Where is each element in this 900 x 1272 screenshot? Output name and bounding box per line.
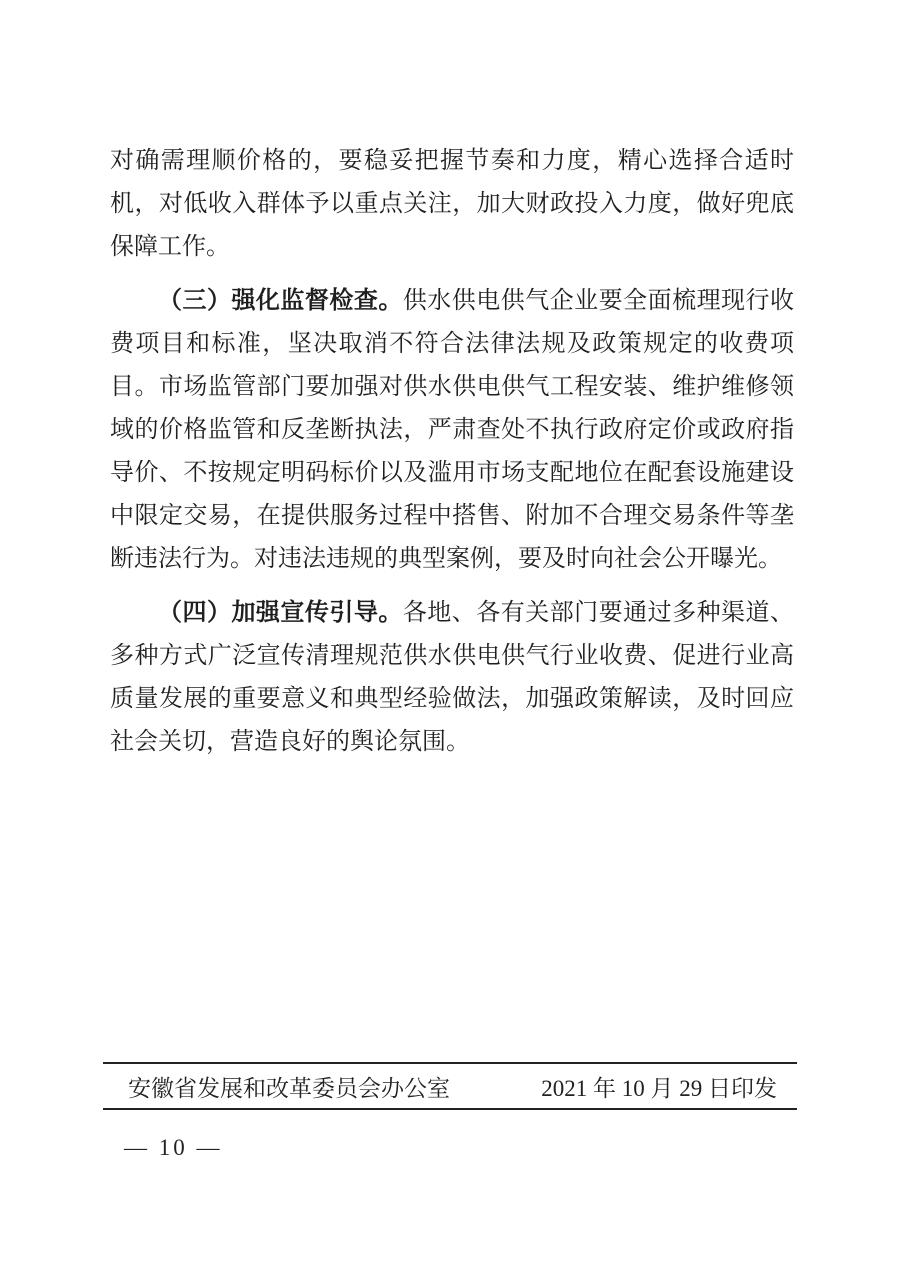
paragraph-section-4 bbox=[110, 592, 794, 764]
section-3-heading: （三）强化监督检查。 bbox=[158, 288, 403, 314]
page-number: — 10 — bbox=[124, 1135, 223, 1160]
section-3-text: 供水供电供气企业要全面梳理现行收费项目和标准，坚决取消不符合法律法规及政策规定的收费项目。市场监管部门要加强对供水供电供气工程安装、维护维修领域的价格监管和反垄断执法，严肃查处不执行政府定价或政府指导价、不按规定明码标价以及滥用市场支配地位在配套设施建设中限定交易，在提供服务过程中搭售、附加不合理交易条件等垄断违法行为。对违法违规的典型案例，要及时向社会公开曝光。 bbox=[110, 288, 795, 572]
document-body bbox=[110, 140, 794, 764]
paragraph-section-3 bbox=[110, 280, 794, 581]
colophon-footer bbox=[103, 1062, 797, 1110]
paragraph-text: 对确需理顺价格的，要稳妥把握节奏和力度，精心选择合适时机，对低收入群体予以重点关注，加大财政投入力度，做好兜底保障工作。 bbox=[110, 148, 794, 260]
section-4-text: 各地、各有关部门要通过多种渠道、多种方式广泛宣传清理规范供水供电供气行业收费、促进行业高质量发展的重要意义和典型经验做法，加强政策解读，及时回应社会关切，营造良好的舆论氛围。 bbox=[110, 600, 795, 755]
issuing-office: 安徽省发展和改革委员会办公室 bbox=[128, 1075, 450, 1101]
paragraph-continued bbox=[110, 140, 794, 269]
section-4-heading: （四）加强宣传引导。 bbox=[158, 600, 403, 626]
print-date: 2021 年 10 月 29 日印发 bbox=[541, 1075, 777, 1101]
